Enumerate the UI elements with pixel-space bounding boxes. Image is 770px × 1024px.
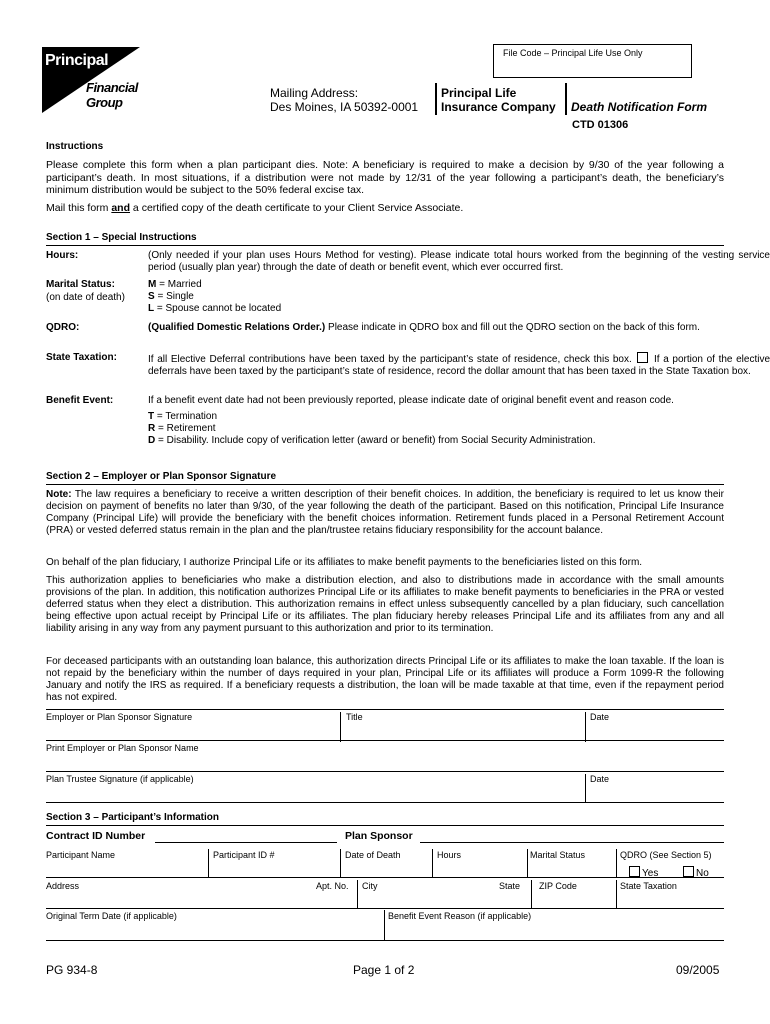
code-l-text: = Spouse cannot be located (154, 303, 282, 314)
state-label: State (499, 881, 521, 891)
contract-id-field[interactable] (155, 830, 337, 843)
date-field[interactable] (587, 722, 724, 740)
qdro-no-checkbox[interactable] (683, 866, 694, 877)
principal-logo (42, 47, 142, 115)
code-m-text: = Married (156, 279, 202, 290)
code-m: M (148, 279, 157, 290)
section3-title: Section 3 – Participant’s Information (46, 812, 219, 823)
qdro-yes-checkbox[interactable] (629, 866, 640, 877)
apt-label: Apt. No. (316, 881, 349, 891)
code-r: R (148, 423, 156, 434)
benefit-event-label: Benefit Event: (46, 395, 114, 406)
section2-note (46, 489, 724, 537)
state-taxation-checkbox[interactable] (637, 352, 648, 363)
benefit-desc: If a benefit event date had not been previously reported, please indicate date of original benefit event and reason code. (148, 395, 674, 406)
zip-label: ZIP Code (539, 881, 577, 891)
code-t: T (148, 411, 155, 422)
hours-col-label: Hours (437, 850, 462, 860)
instructions-para1: Please complete this form when a plan participant dies. Note: A beneficiary is required to make a decision by 9/30 of the year following a participant’s death. In most situations, if a distribution were not made by 12/31 of the year following a participant’s death, the beneficiary’s minimum distribution would be subject to the 50% federal excise tax. (46, 159, 724, 197)
hours-label: Hours: (46, 250, 79, 261)
benefit-event-text (148, 395, 770, 447)
footer-page: Page 1 of 2 (353, 963, 415, 977)
qdro-text (148, 322, 770, 334)
qdro-bold: (Qualified Domestic Relations Order.) (148, 322, 326, 333)
hours-text: (Only needed if your plan uses Hours Method for vesting). Please indicate total hours worked from the beginning of the vesting service period (usually plan year) through the date of death or benefit event, which ever occurred first. (148, 250, 770, 273)
print-name-field[interactable] (46, 754, 724, 770)
form-code: CTD 01306 (572, 119, 629, 131)
footer-date: 09/2005 (676, 963, 720, 977)
section2-para2: On behalf of the plan fiduciary, I authorize Principal Life or its affiliates to make benefit payments to the beneficiaries listed on this form. (46, 557, 643, 568)
code-t-text: = Termination (154, 411, 218, 422)
qdro-label: QDRO: (46, 322, 80, 333)
plan-sponsor-field[interactable] (420, 830, 724, 843)
qdro-no-label: No (696, 868, 709, 879)
logo-sub1: Financial (86, 80, 138, 95)
state-taxation-text (148, 352, 770, 378)
file-code-box[interactable] (493, 44, 692, 78)
print-name-label: Print Employer or Plan Sponsor Name (46, 743, 199, 753)
mail-and: and (111, 202, 131, 214)
company-line1: Principal Life (441, 86, 517, 100)
code-s-text: = Single (154, 291, 194, 302)
plan-sponsor-label: Plan Sponsor (345, 830, 413, 842)
instructions-mail (46, 202, 724, 215)
qdro-yes-label: Yes (642, 868, 659, 879)
title-label: Title (346, 712, 363, 722)
section2-para3: This authorization applies to beneficiaries who make a distribution election, and also to distributions made in accordance with the small amounts provisions of the plan. In addition, this notification authorizes Principal Life or its affiliates to make benefit payments to beneficiaries in the PRA or vested deferred status when they elect a distribution. This authorization remains in effect unless subsequently cancelled by a plan fiduciary, such cancellation being effective upon actual receipt by Principal Life or its affiliates. The plan fiduciary hereby releases Principal Life and its affiliates from any and all liability arising in any way from any payment pursuant to this authorization and prior to its termination. (46, 575, 724, 634)
code-l: L (148, 303, 155, 314)
orig-term-label: Original Term Date (if applicable) (46, 911, 177, 921)
form-title: Death Notification Form (571, 100, 708, 114)
state-taxation-label: State Taxation: (46, 352, 117, 363)
date-of-death-label: Date of Death (345, 850, 401, 860)
marital-status-label: Marital Status (530, 850, 586, 860)
mail-post: a certified copy of the death certificate to your Client Service Associate. (130, 202, 464, 214)
company-line2: Insurance Company (441, 100, 556, 114)
qdro-desc: Please indicate in QDRO box and fill out the QDRO section on the back of this form. (325, 322, 700, 333)
file-code-label: File Code – Principal Life Use Only (503, 48, 643, 58)
code-r-text: = Retirement (155, 423, 216, 434)
trustee-signature-label: Plan Trustee Signature (if applicable) (46, 774, 194, 784)
trustee-signature-field[interactable] (46, 785, 583, 801)
contract-id-label: Contract ID Number (46, 830, 146, 842)
participant-id-label: Participant ID # (213, 850, 275, 860)
code-s: S (148, 291, 155, 302)
marital-sub: (on date of death) (46, 292, 125, 303)
footer-form-no: PG 934-8 (46, 963, 98, 977)
section2-title: Section 2 – Employer or Plan Sponsor Signature (46, 471, 277, 482)
code-d-text: = Disability. Include copy of verification letter (award or benefit) from Social Security Administration. (155, 435, 596, 446)
marital-codes (148, 279, 770, 315)
instructions-heading: Instructions (46, 141, 104, 152)
section2-para4: For deceased participants with an outstanding loan balance, this authorization directs Principal Life or its affiliates to make the loan taxable. If the loan is not repaid by the beneficiary within the number of days required in your plan, Principal Life or its affiliates will produce a Form 1099-R the following January and notify the IRS as required. If a beneficiary requests a distribution, the loan will be made taxable at that time, even if the repayment period has not expired. (46, 656, 724, 703)
benefit-reason-label: Benefit Event Reason (if applicable) (388, 911, 532, 921)
sponsor-signature-label: Employer or Plan Sponsor Signature (46, 712, 193, 722)
mailing-city: Des Moines, IA 50392-0001 (270, 100, 419, 114)
marital-label: Marital Status: (46, 279, 115, 290)
logo-word: Principal (45, 52, 109, 69)
title-field[interactable] (342, 722, 583, 740)
sponsor-signature-field[interactable] (46, 722, 338, 740)
note-label: Note: (46, 489, 72, 500)
note-text: The law requires a beneficiary to receive a written description of their benefit choices. In addition, the beneficiary is required to let us know their decision on payment of benefits no later than 9/30, of the year following the death of the participant. Based on this notification, Principal Life Insurance Company (Principal Life) will provide the beneficiary with the benefit choices information. Retirement funds placed in a Personal Retirement Account (PRA) or vested deferred status remain in the plan and the plan/trustee retains fiduciary responsibility for the account balance. (46, 489, 724, 536)
logo-sub2: Group (86, 95, 123, 110)
mail-pre: Mail this form (46, 202, 112, 214)
address-label: Address (46, 881, 80, 891)
participant-name-label: Participant Name (46, 850, 116, 860)
mailing-label: Mailing Address: (270, 86, 359, 100)
date2-field[interactable] (587, 785, 724, 801)
code-d: D (148, 435, 156, 446)
date-label: Date (590, 712, 610, 722)
qdro-col-label: QDRO (See Section 5) (620, 850, 712, 860)
state-text-post: If a portion of the elective deferrals have been taxed by the participant’s state of residence, record the dollar amount that has been taxed in the State Taxation box. (148, 354, 770, 377)
section1-title: Section 1 – Special Instructions (46, 232, 197, 243)
state-taxation-col-label: State Taxation (620, 881, 677, 891)
city-label: City (362, 881, 378, 891)
state-text-pre: If all Elective Deferral contributions have been taxed by the participant’s state of residence, check this box. (148, 354, 632, 365)
date2-label: Date (590, 774, 610, 784)
